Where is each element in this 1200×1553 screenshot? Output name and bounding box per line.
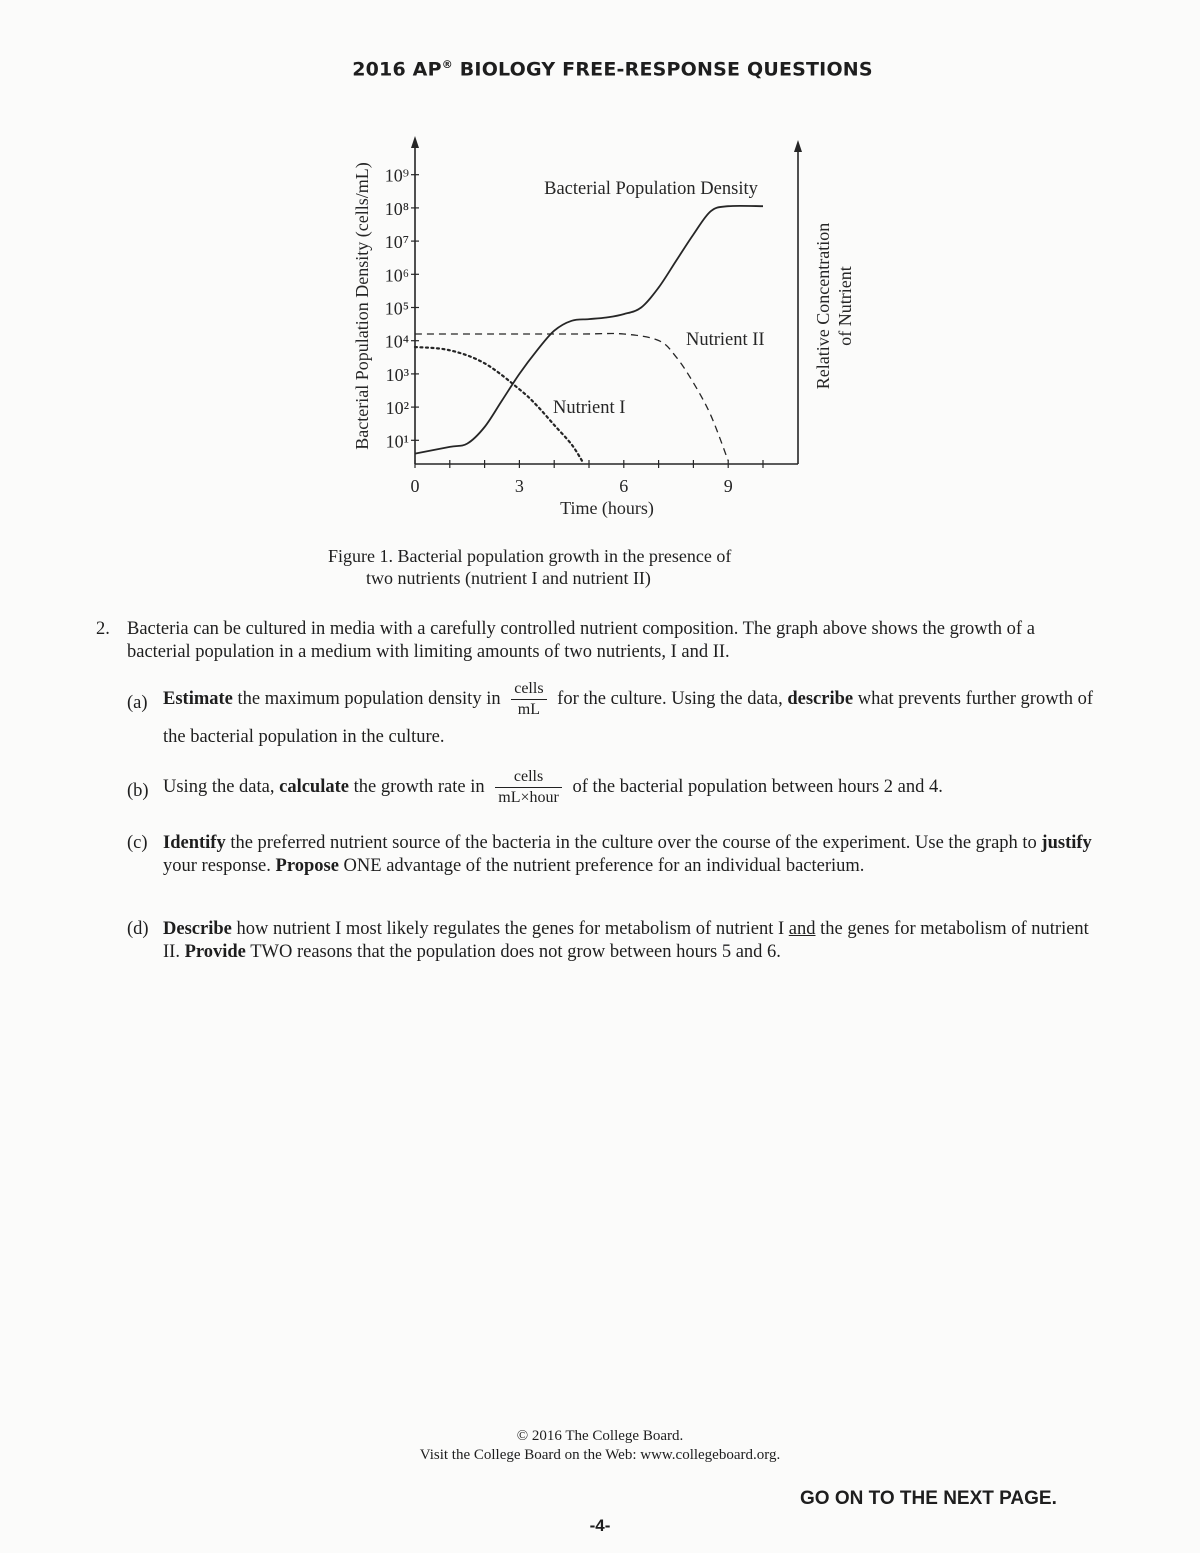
part-c-bold-3: Propose <box>275 856 339 876</box>
question-number: 2. <box>96 619 110 639</box>
fraction-denominator: mL <box>517 701 540 718</box>
fraction-cells-per-ml <box>511 680 546 719</box>
y-tick-label: 10⁹ <box>384 165 409 186</box>
y-tick-label: 10³ <box>385 364 409 385</box>
left-axis-arrow <box>411 136 419 148</box>
right-axis-arrow <box>794 140 802 152</box>
part-a-text-3: what prevents further growth of the bacterial population in the culture. <box>163 688 1094 747</box>
part-b-bold-1: calculate <box>279 776 349 797</box>
chart-labels <box>352 162 855 519</box>
part-a-text-2: for the culture. Using the data, <box>552 688 788 709</box>
y-tick-label: 10⁸ <box>384 198 409 219</box>
figure-caption <box>328 545 848 589</box>
right-y-axis-label-line-1: Relative Concentration <box>813 222 833 390</box>
part-b-label: (b) <box>127 781 149 801</box>
y-tick-label: 10² <box>385 398 409 419</box>
part-d-bold-2: Provide <box>184 942 246 962</box>
part-a-text <box>163 680 1098 755</box>
fraction-cells-per-ml-hour <box>495 768 562 807</box>
part-d-text-3: TWO reasons that the population does not grow between hours 5 and 6. <box>245 942 781 962</box>
header-title-pre: 2016 AP <box>352 58 442 81</box>
part-d-text <box>163 918 1098 964</box>
header-title-post: BIOLOGY FREE-RESPONSE QUESTIONS <box>452 58 873 81</box>
part-b-text-2: the growth rate in <box>349 776 490 797</box>
part-b-text-3: of the bacterial population between hours 2 and 4. <box>567 776 943 797</box>
annotation-nutrient-i: Nutrient I <box>553 398 626 418</box>
part-d-text-1: how nutrient I most likely regulates the genes for metabolism of nutrient I <box>231 919 789 939</box>
part-a-bold-1: Estimate <box>163 688 233 709</box>
part-d-label: (d) <box>127 919 149 939</box>
part-b-text-1: Using the data, <box>163 776 280 797</box>
x-axis-label: Time (hours) <box>560 498 654 518</box>
x-tick-label: 9 <box>723 476 733 496</box>
page-number: -4- <box>589 1516 611 1535</box>
part-a-bold-2: describe <box>787 688 854 709</box>
left-y-axis-label: Bacterial Population Density (cells/mL) <box>352 162 372 450</box>
caption-line-1: Figure 1. Bacterial population growth in the presence of <box>328 546 732 566</box>
part-c-text <box>163 832 1098 878</box>
part-a-text-1: the maximum population density in <box>232 688 506 709</box>
fraction-numerator: cells <box>511 680 546 700</box>
caption-line-2: two nutrients (nutrient I and nutrient II) <box>366 568 651 588</box>
x-tick-label: 3 <box>514 476 524 496</box>
x-tick-label: 6 <box>619 476 629 496</box>
footer <box>0 1427 1200 1465</box>
y-tick-label: 10⁶ <box>384 265 409 286</box>
part-c-text-3: ONE advantage of the nutrient preference for an individual bacterium. <box>338 856 865 876</box>
y-tick-label: 10⁵ <box>384 298 409 319</box>
y-tick-label: 10¹ <box>385 431 409 452</box>
figure-1-chart <box>0 0 1200 540</box>
x-tick-label: 0 <box>410 476 420 496</box>
part-c-text-2: your response. <box>163 856 276 876</box>
part-d-bold-1: Describe <box>163 919 232 939</box>
visit-website: Visit the College Board on the Web: www.collegeboard.org. <box>419 1447 781 1463</box>
annotation-nutrient-ii: Nutrient II <box>686 330 765 350</box>
question-intro: Bacteria can be cultured in media with a carefully controlled nutrient composition. The graph above shows the growth of a bacterial population in a medium with limiting amounts of two nutrients, I and II. <box>127 619 1035 662</box>
y-tick-label: 10⁴ <box>384 331 409 352</box>
fraction-denominator: mL×hour <box>498 789 559 806</box>
part-c-bold-2: justify <box>1041 833 1092 853</box>
part-b-text <box>163 768 1098 807</box>
part-c-bold-1: Identify <box>163 833 226 853</box>
copyright: © 2016 The College Board. <box>516 1428 684 1444</box>
y-tick-label: 10⁷ <box>384 232 409 253</box>
part-d-underline: and <box>788 919 816 939</box>
registered-mark: ® <box>441 58 453 71</box>
go-on-next-page: GO ON TO THE NEXT PAGE. <box>800 1488 1057 1509</box>
right-y-axis-label-line-2: of Nutrient <box>835 266 855 346</box>
fraction-numerator: cells <box>495 768 562 788</box>
annotation-population-density: Bacterial Population Density <box>544 179 758 199</box>
part-a-label: (a) <box>127 693 148 713</box>
part-c-text-1: the preferred nutrient source of the bacteria in the culture over the course of the experiment. Use the graph to <box>225 833 1042 853</box>
part-d-text-2: the genes for metabolism of nutrient II. <box>163 919 1089 962</box>
part-c-label: (c) <box>127 833 148 853</box>
